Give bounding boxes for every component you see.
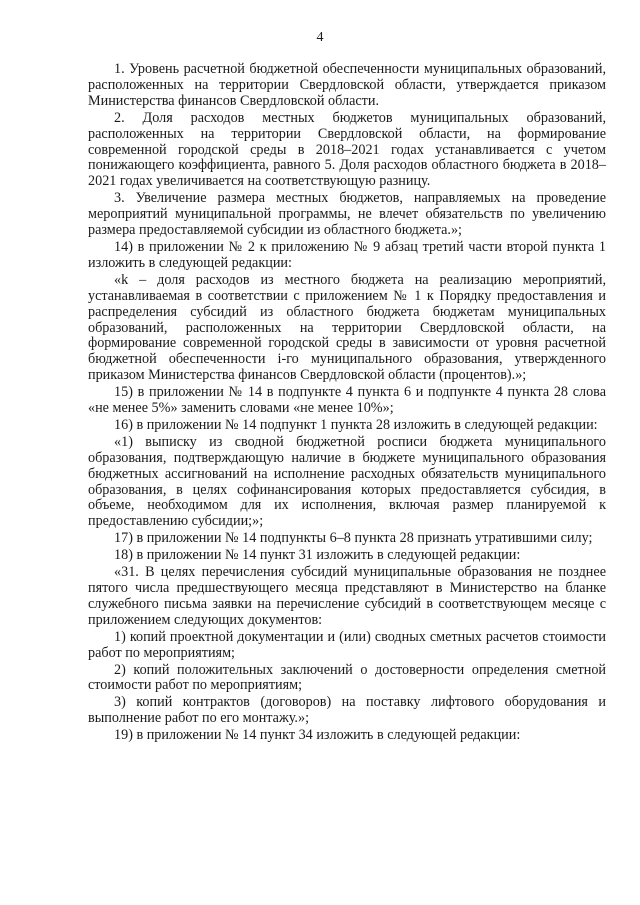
paragraph-1: 1. Уровень расчетной бюджетной обеспеченности муниципальных образований, расположенных на территории Свердловской области, утверждается приказом Министерства финансов Свердловской области. bbox=[88, 61, 606, 109]
paragraph-quote-k: «k – доля расходов из местного бюджета на реализацию мероприятий, устанавливаемая в соответствии с приложением № 1 к Порядку предоставления и распределения субсидий из областного бюджета бюджетам муниципальных образований, расположенных на территории Свердловской области, на формирование современной городской среды в зависимости от уровня расчетной бюджетной обеспеченности i-го муниципального образования, утвержденного приказом Министерства финансов Свердловской области (процентов).»; bbox=[88, 271, 606, 384]
paragraph-quote-1: «1) выписку из сводной бюджетной росписи бюджета муниципального образования, подтверждающую наличие в бюджете муниципального образования бюджетных ассигнований на исполнение расходных обязательств муниципального образования, в целях софинансирования которых предоставляется субсидия, в объеме, необходимом для их исполнения, включая размер планируемой к предоставлению субсидии;»; bbox=[88, 433, 606, 530]
document-body bbox=[88, 62, 606, 745]
paragraph-item-19: 19) в приложении № 14 пункт 34 изложить в следующей редакции: bbox=[114, 727, 521, 744]
paragraph-item-18: 18) в приложении № 14 пункт 31 изложить в следующей редакции: bbox=[114, 547, 521, 564]
paragraph-item-16: 16) в приложении № 14 подпункт 1 пункта 28 изложить в следующей редакции: bbox=[114, 416, 598, 433]
paragraph-item-14: 14) в приложении № 2 к приложению № 9 абзац третий части второй пункта 1 изложить в следующей редакции: bbox=[88, 238, 606, 271]
paragraph-subitem-3: 3) копий контрактов (договоров) на поставку лифтового оборудования и выполнение работ по его монтажу.»; bbox=[88, 694, 606, 727]
paragraph-subitem-1: 1) копий проектной документации и (или) сводных сметных расчетов стоимости работ по мероприятиям; bbox=[88, 628, 606, 661]
paragraph-3: 3. Увеличение размера местных бюджетов, направляемых на проведение мероприятий муниципальной программы, не влечет обязательств по увеличению размера предоставляемой субсидии из областного бюджета.»; bbox=[88, 190, 606, 239]
paragraph-item-15: 15) в приложении № 14 в подпункте 4 пункта 6 и подпункте 4 пункта 28 слова «не менее 5%» заменить словами «не менее 10%»; bbox=[88, 384, 606, 417]
paragraph-item-17: 17) в приложении № 14 подпункты 6–8 пункта 28 признать утратившими силу; bbox=[114, 530, 593, 547]
paragraph-2: 2. Доля расходов местных бюджетов муниципальных образований, расположенных на территории Свердловской области, на формирование современной городской среды в 2018–2021 годах устанавливается с учетом понижающего коэффициента, равного 5. Доля расходов областного бюджета в 2018–2021 годах увеличивается на соответствующую разницу. bbox=[88, 109, 606, 190]
page-number: 4 bbox=[316, 30, 324, 45]
paragraph-subitem-2: 2) копий положительных заключений о достоверности определения сметной стоимости работ по мероприятиям; bbox=[88, 661, 606, 694]
paragraph-quote-31: «31. В целях перечисления субсидий муниципальные образования не позднее пятого числа предшествующего месяца представляют в Министерство на бланке служебного письма заявки на перечисление субсидий в соответствующем месяце с приложением следующих документов: bbox=[88, 564, 606, 628]
